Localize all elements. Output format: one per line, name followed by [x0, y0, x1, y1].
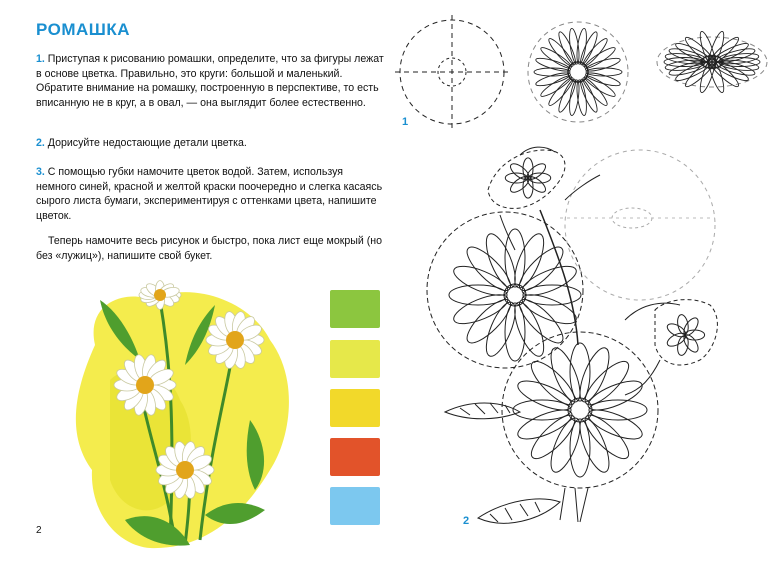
step-text: Приступая к рисованию ромашки, определите, что за фигуры лежат в основе цветка. Правильно, это круги: большой и маленький. Обратите внимание на ромашку, построенную в перспективе, то есть вписанную не в круг, а в овал, — она выглядит более естественно.	[36, 53, 384, 109]
petal	[568, 28, 581, 65]
petal	[519, 260, 580, 301]
petal	[676, 335, 690, 357]
step-text: С помощью губки намочите цветок водой. Затем, используя немного синей, красной и желтой краски поочередно и слегка касаясь сырого листа бумаги, экспериментируя с оттенками цвета, напишите цветок.	[36, 166, 383, 222]
petal	[535, 70, 572, 88]
petal	[526, 409, 581, 464]
flower-center	[226, 331, 244, 349]
petal	[585, 70, 622, 88]
step-number: 1.	[36, 53, 45, 65]
step-number: 2.	[36, 137, 45, 149]
flower-center	[136, 376, 154, 394]
final-note: Теперь намочите весь рисунок и быстро, пока лист еще мокрый (но без «лужиц»), напишите свой букет.	[36, 235, 382, 262]
figure-1-construction	[395, 15, 767, 129]
petal	[676, 314, 690, 336]
petal	[480, 299, 521, 360]
petal	[575, 28, 588, 65]
petal	[526, 356, 581, 411]
flower-center	[154, 289, 166, 301]
step-number: 3.	[36, 166, 45, 178]
petal	[450, 260, 511, 301]
flower-center	[176, 461, 194, 479]
step-text: Дорисуйте недостающие детали цветка.	[47, 137, 247, 149]
petal	[509, 230, 550, 291]
petal	[586, 68, 622, 76]
petal	[508, 174, 532, 195]
page-title: РОМАШКА	[36, 20, 131, 39]
petal	[534, 68, 570, 76]
petal	[514, 294, 569, 349]
figure-1-label: 1	[402, 116, 409, 128]
petal	[535, 56, 572, 74]
petal	[568, 79, 581, 116]
daisy-painting-illustration	[76, 281, 289, 548]
petal	[514, 241, 569, 296]
figure-2-daisy-drawing	[427, 147, 717, 523]
petal	[579, 409, 634, 464]
petal	[575, 79, 588, 116]
petal	[579, 356, 634, 411]
page-number: 2	[36, 525, 42, 536]
petal	[585, 56, 622, 74]
petal	[461, 294, 516, 349]
figure-2-label: 2	[463, 515, 470, 527]
petal	[525, 161, 549, 182]
petal	[461, 241, 516, 296]
